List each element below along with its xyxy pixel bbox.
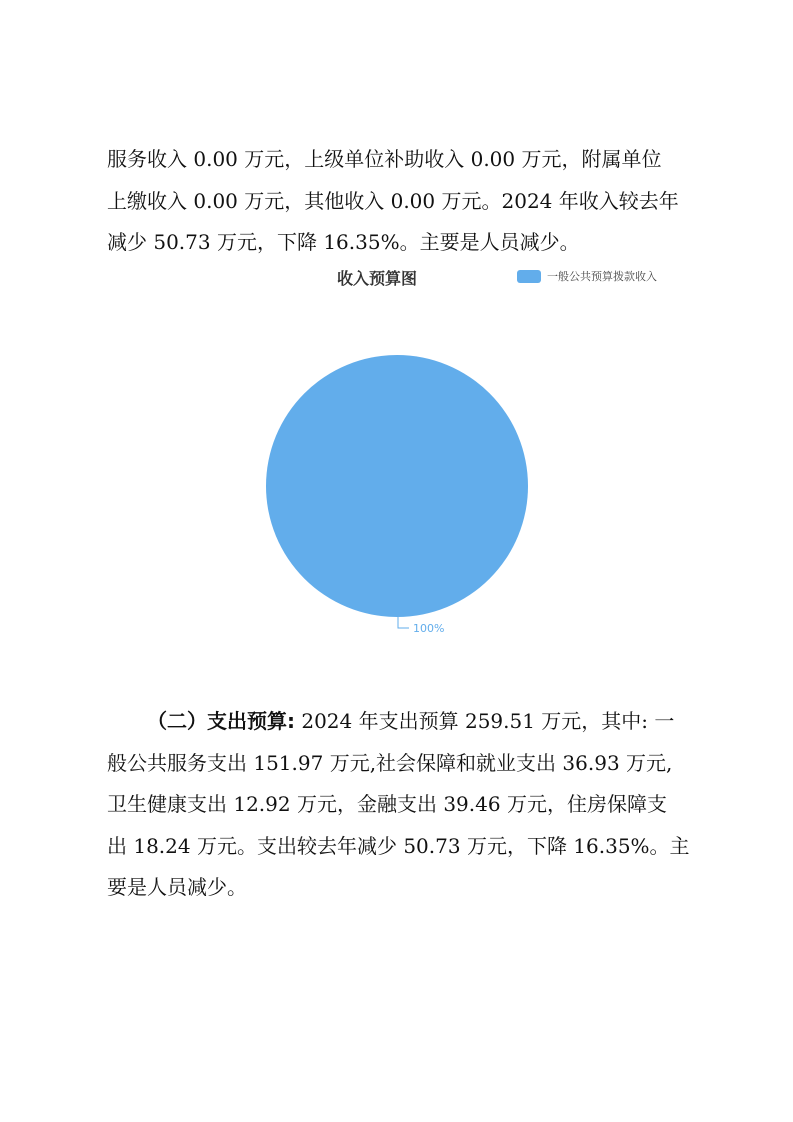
pie-data-label: 100%: [413, 622, 445, 635]
text-line: 要是人员减少。: [107, 875, 247, 899]
text-line: 卫生健康支出 12.92 万元，金融支出 39.46 万元，住房保障支: [107, 792, 667, 816]
text-line: [107, 701, 689, 743]
text-line: 服务收入 0.00 万元，上级单位补助收入 0.00 万元，附属单位: [107, 147, 662, 171]
text-fragment: 2024 年支出预算 259.51 万元，其中: 一: [295, 709, 675, 733]
chart-title: 收入预算图: [337, 269, 418, 288]
chart-legend: [517, 268, 657, 284]
legend-label: 一般公共预算拨款收入: [547, 270, 657, 283]
pie-slice: [266, 355, 528, 617]
income-pie-chart: [250, 345, 550, 645]
text-line: 上缴收入 0.00 万元，其他收入 0.00 万元。2024 年收入较去年: [107, 188, 679, 213]
expenditure-paragraph: [107, 701, 689, 909]
legend-swatch: [517, 270, 541, 283]
income-paragraph: [107, 139, 689, 264]
text-line: 出 18.24 万元。支出较去年减少 50.73 万元，下降 16.35%。主: [107, 833, 690, 858]
section-heading: （二）支出预算:: [147, 709, 295, 733]
text-line: 减少 50.73 万元，下降 16.35%。主要是人员减少。: [107, 230, 580, 254]
label-leader-line: [398, 617, 409, 628]
text-line: 般公共服务支出 151.97 万元,社会保障和就业支出 36.93 万元,: [107, 750, 673, 775]
